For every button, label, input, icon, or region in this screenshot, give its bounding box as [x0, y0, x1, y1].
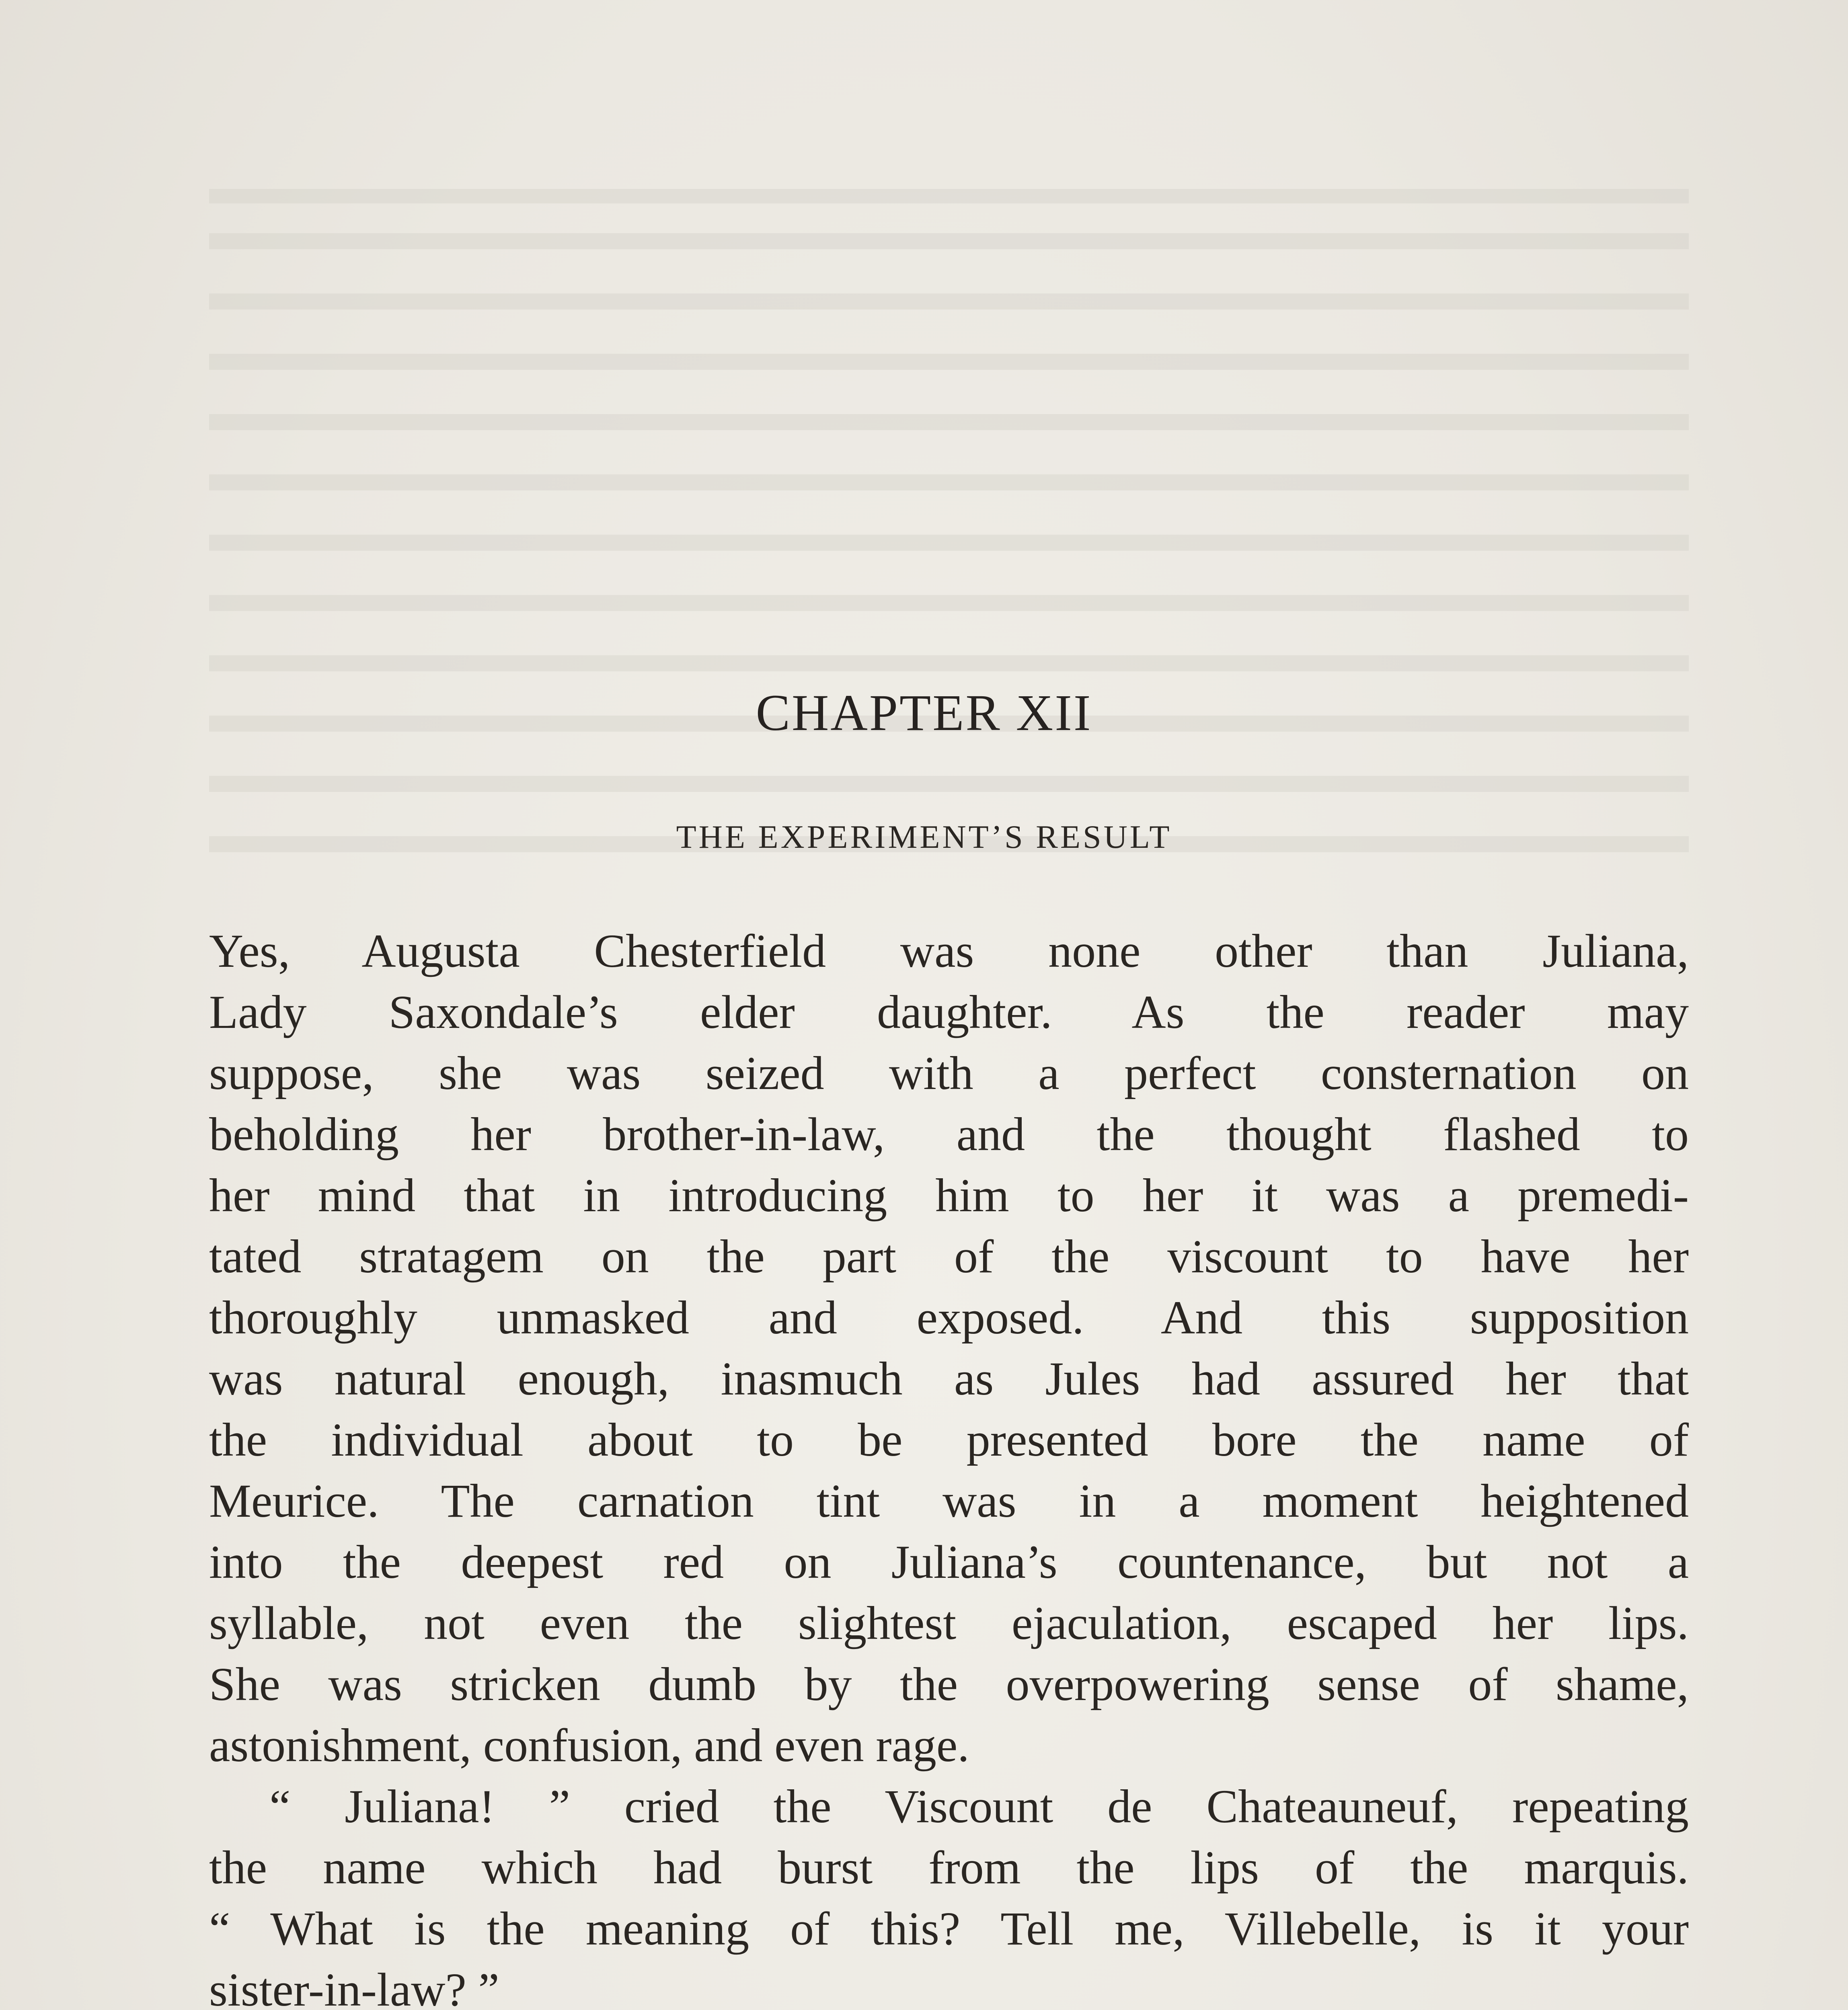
- text-line: “ Juliana! ” cried the Viscount de Chateauneuf, repeating: [269, 1780, 1689, 1833]
- text-line: into the deepest red on Juliana’s countenance, but not a: [209, 1536, 1689, 1588]
- text-line: the name which had burst from the lips of the marquis.: [209, 1841, 1689, 1894]
- text-line: syllable, not even the slightest ejaculation, escaped her lips.: [209, 1597, 1689, 1649]
- text-line: thoroughly unmasked and exposed. And this supposition: [209, 1291, 1689, 1344]
- text-line: was natural enough, inasmuch as Jules had assured her that: [209, 1352, 1689, 1405]
- body-text: [209, 921, 1689, 2010]
- chapter-subtitle: THE EXPERIMENT’S RESULT: [676, 818, 1172, 855]
- text-line: Lady Saxondale’s elder daughter. As the reader may: [209, 986, 1689, 1038]
- text-line: her mind that in introducing him to her it was a premedi-: [209, 1169, 1689, 1222]
- text-line: sister-in-law? ”: [209, 1963, 499, 2010]
- text-line: Yes, Augusta Chesterfield was none other than Juliana,: [209, 925, 1689, 977]
- text-line: She was stricken dumb by the overpowering sense of shame,: [209, 1658, 1689, 1711]
- text-line: astonishment, confusion, and even rage.: [209, 1719, 969, 1772]
- chapter-title: CHAPTER XII: [756, 684, 1092, 741]
- text-line: suppose, she was seized with a perfect consternation on: [209, 1047, 1689, 1099]
- text-line: beholding her brother-in-law, and the thought flashed to: [209, 1108, 1689, 1161]
- text-line: the individual about to be presented bore the name of: [209, 1413, 1689, 1466]
- text-line: “ What is the meaning of this? Tell me, Villebelle, is it your: [209, 1902, 1689, 1955]
- text-line: Meurice. The carnation tint was in a moment heightened: [209, 1475, 1689, 1527]
- text-line: tated stratagem on the part of the viscount to have her: [209, 1230, 1689, 1283]
